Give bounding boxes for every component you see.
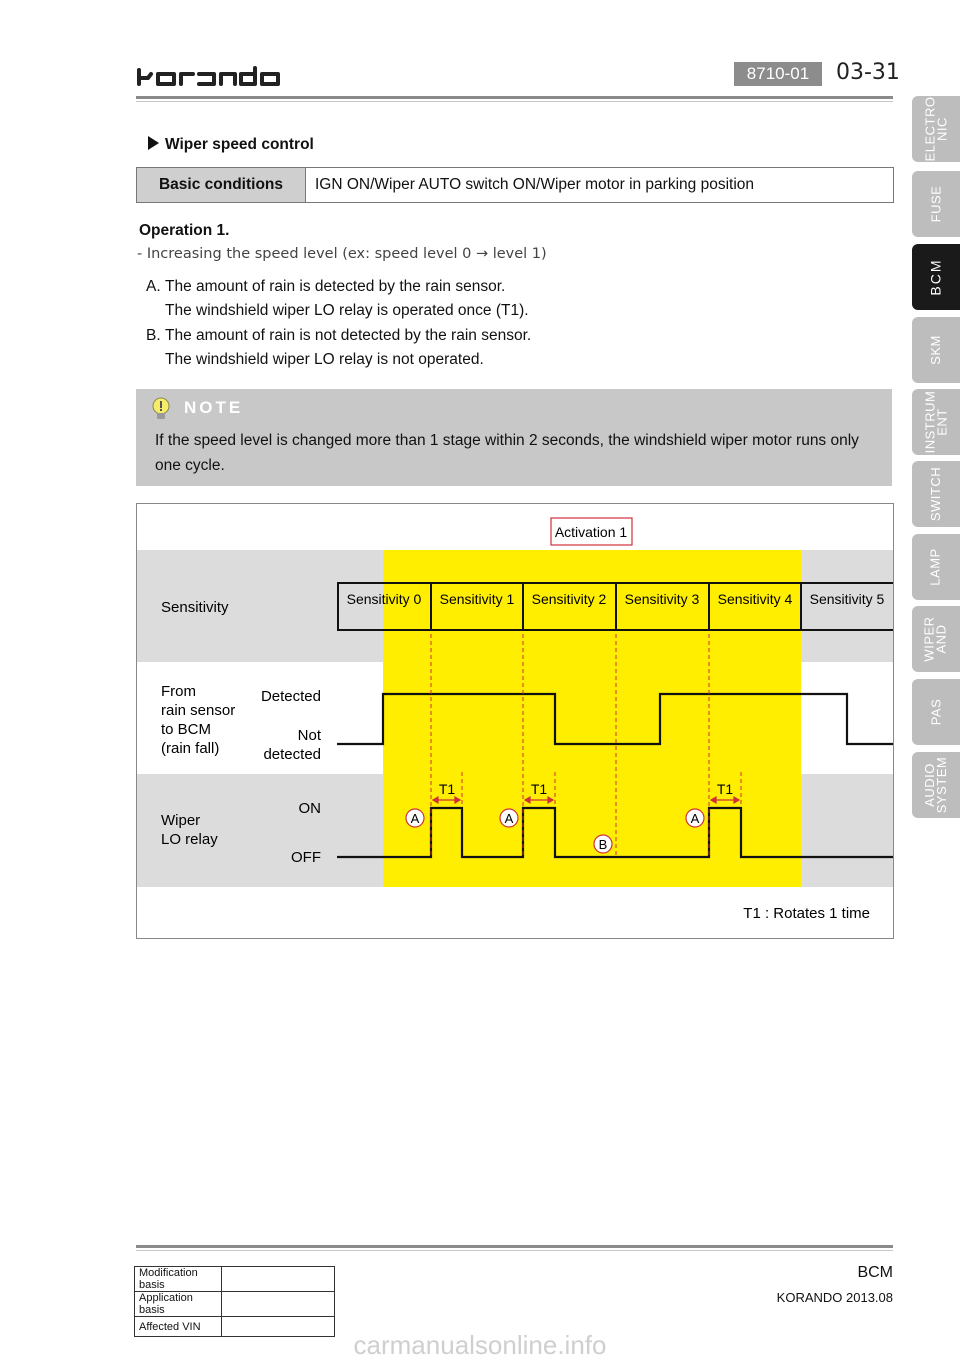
triangle-bullet-icon bbox=[148, 136, 159, 150]
operation-item-line: The windshield wiper LO relay is operated once (T1). bbox=[165, 302, 529, 319]
tab-lamp[interactable] bbox=[912, 534, 960, 600]
tab-fuse[interactable] bbox=[912, 171, 960, 237]
table-row bbox=[135, 1292, 335, 1317]
marker-b: B bbox=[598, 837, 608, 852]
t1-label: T1 bbox=[530, 781, 548, 797]
not-detected-label: Not bbox=[297, 727, 321, 744]
tab-label: INSTRUM ENT bbox=[922, 390, 949, 454]
lightbulb-icon bbox=[148, 395, 174, 423]
operation-item-line: The amount of rain is detected by the rain sensor. bbox=[165, 278, 506, 295]
sensitivity-cell: Sensitivity 3 bbox=[624, 591, 700, 607]
tab-label: FUSE bbox=[927, 185, 943, 223]
tab-label: SWITCH bbox=[928, 466, 943, 522]
note-title: NOTE bbox=[184, 398, 244, 417]
operation-subtitle: - Increasing the speed level (ex: speed level 0 → level 1) bbox=[137, 246, 547, 262]
tab-label: WIPER AND bbox=[922, 616, 949, 662]
tab-electronic[interactable] bbox=[912, 96, 960, 162]
marker-a: A bbox=[410, 811, 420, 826]
footer-section: BCM bbox=[857, 1264, 893, 1281]
rain-label-line: to BCM bbox=[161, 721, 212, 738]
footer-model: KORANDO 2013.08 bbox=[776, 1290, 893, 1305]
tab-label: AUDIO SYSTEM bbox=[922, 756, 949, 814]
application-basis-label: Application basis bbox=[135, 1292, 222, 1317]
basic-conditions-label: Basic conditions bbox=[137, 168, 306, 202]
sensitivity-cell: Sensitivity 1 bbox=[439, 591, 515, 607]
marker-a: A bbox=[690, 811, 700, 826]
tab-label: LAMP bbox=[928, 548, 943, 586]
tab-switch[interactable] bbox=[912, 461, 960, 527]
modification-table bbox=[134, 1266, 335, 1337]
tab-skm[interactable] bbox=[912, 317, 960, 383]
section-title-text: Wiper speed control bbox=[165, 136, 314, 153]
tab-label: BCM bbox=[928, 258, 944, 296]
operation-item-line: The windshield wiper LO relay is not operated. bbox=[165, 351, 484, 368]
on-label: ON bbox=[298, 800, 321, 817]
t1-label: T1 bbox=[716, 781, 734, 797]
sensitivity-cell: Sensitivity 4 bbox=[717, 591, 793, 607]
off-label: OFF bbox=[291, 849, 321, 866]
operation-item-line: The amount of rain is not detected by the rain sensor. bbox=[165, 327, 532, 344]
tab-label: SKM bbox=[927, 335, 943, 365]
table-row bbox=[135, 1267, 335, 1292]
rain-label-line: rain sensor bbox=[161, 702, 236, 719]
timing-diagram bbox=[136, 503, 894, 939]
rain-label-line: From bbox=[161, 683, 196, 700]
operation-item-marker: B. bbox=[146, 327, 161, 344]
operation-title: Operation 1. bbox=[139, 222, 230, 239]
application-basis-value bbox=[222, 1292, 335, 1317]
tab-wiper-and[interactable] bbox=[912, 606, 960, 672]
document-code: 8710-01 bbox=[734, 62, 822, 86]
not-detected-label: detected bbox=[263, 746, 321, 763]
korando-logo bbox=[136, 66, 316, 88]
sensitivity-label: Sensitivity bbox=[161, 599, 229, 616]
wiper-label-line: LO relay bbox=[161, 831, 218, 848]
sensitivity-cell: Sensitivity 0 bbox=[346, 591, 422, 607]
footer-divider-thin bbox=[136, 1250, 893, 1251]
timing-diagram-svg bbox=[137, 504, 893, 938]
header-divider bbox=[136, 96, 893, 99]
footer-divider bbox=[136, 1245, 893, 1248]
marker-a: A bbox=[504, 811, 514, 826]
affected-vin-label: Affected VIN bbox=[135, 1317, 222, 1337]
tab-bcm[interactable] bbox=[912, 244, 960, 310]
basic-conditions-table bbox=[136, 167, 894, 203]
tab-label: ELECTRO NIC bbox=[922, 96, 949, 162]
t1-label: T1 bbox=[438, 781, 456, 797]
tab-instrument[interactable] bbox=[912, 389, 960, 455]
wiper-label-line: Wiper bbox=[161, 812, 201, 829]
tab-label: PAS bbox=[928, 698, 943, 726]
watermark: carmanualsonline.info bbox=[353, 1330, 607, 1360]
rain-label-line: (rain fall) bbox=[161, 740, 220, 757]
tab-pas[interactable] bbox=[912, 679, 960, 745]
basic-conditions-value: IGN ON/Wiper AUTO switch ON/Wiper motor in parking position bbox=[315, 176, 755, 193]
header-divider-thin bbox=[136, 101, 893, 102]
detected-label: Detected bbox=[260, 688, 321, 705]
operation-item-marker: A. bbox=[146, 278, 161, 295]
modification-basis-value bbox=[222, 1267, 335, 1292]
page-number: 03-31 bbox=[836, 60, 900, 85]
activation-label: Activation 1 bbox=[554, 524, 628, 540]
sensitivity-cell: Sensitivity 5 bbox=[809, 591, 885, 607]
t1-legend: T1 : Rotates 1 time bbox=[743, 905, 870, 922]
tab-audio-system[interactable] bbox=[912, 752, 960, 818]
sensitivity-cell: Sensitivity 2 bbox=[531, 591, 607, 607]
note-text: If the speed level is changed more than 1 stage within 2 seconds, the windshield wiper motor runs only one cycle. bbox=[155, 432, 859, 474]
section-title bbox=[148, 136, 314, 154]
modification-basis-label: Modification basis bbox=[135, 1267, 222, 1292]
